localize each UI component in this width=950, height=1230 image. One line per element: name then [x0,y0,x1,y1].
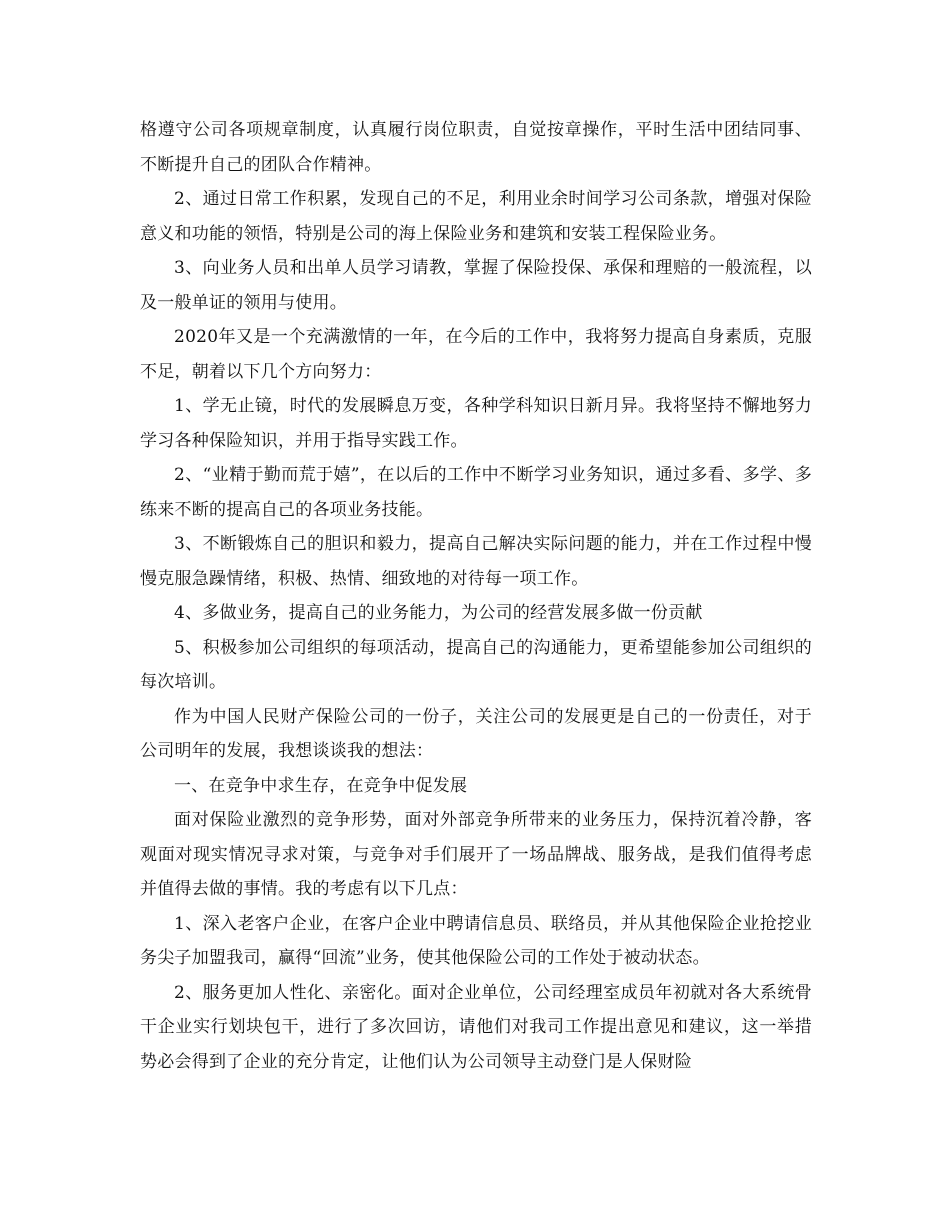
paragraph: 格遵守公司各项规章制度，认真履行岗位职责，自觉按章操作，平时生活中团结同事、不断提升自己的团队合作精神。 [140,120,812,175]
paragraph: 作为中国人民财产保险公司的一份子，关注公司的发展更是自己的一份责任，对于公司明年的发展，我想谈谈我的想法： [140,706,812,761]
paragraph: 2、通过日常工作积累，发现自己的不足，利用业余时间学习公司条款，增强对保险意义和功能的领悟，特别是公司的海上保险业务和建筑和安装工程保险业务。 [140,189,812,244]
paragraph: 2、“业精于勤而荒于嬉”，在以后的工作中不断学习业务知识，通过多看、多学、多练来不断的提高自己的各项业务技能。 [140,465,812,520]
paragraph: 3、向业务人员和出单人员学习请教，掌握了保险投保、承保和理赔的一般流程，以及一般单证的领用与使用。 [140,258,812,313]
paragraph: 4、多做业务，提高自己的业务能力，为公司的经营发展多做一份贡献 [174,603,703,623]
paragraph: 1、深入老客户企业，在客户企业中聘请信息员、联络员，并从其他保险企业抢挖业务尖子加盟我司，赢得“回流”业务，使其他保险公司的工作处于被动状态。 [140,913,812,968]
paragraph: 3、不断锻炼自己的胆识和毅力，提高自己解决实际问题的能力，并在工作过程中慢慢克服急躁情绪，积极、热情、细致地的对待每一项工作。 [140,534,812,589]
paragraph: 5、积极参加公司组织的每项活动，提高自己的沟通能力，更希望能参加公司组织的每次培训。 [140,637,812,692]
paragraph: 2020年又是一个充满激情的一年，在今后的工作中，我将努力提高自身素质，克服不足，朝着以下几个方向努力： [140,327,812,382]
paragraph: 面对保险业激烈的竞争形势，面对外部竞争所带来的业务压力，保持沉着冷静，客观面对现实情况寻求对策，与竞争对手们展开了一场品牌战、服务战，是我们值得考虑并值得去做的事情。我的考虑有以下几点： [140,810,812,899]
document-body [140,113,812,1079]
section-heading: 一、在竞争中求生存，在竞争中促发展 [174,775,468,796]
paragraph: 1、学无止镜，时代的发展瞬息万变，各种学科知识日新月异。我将坚持不懈地努力学习各种保险知识，并用于指导实践工作。 [140,396,812,451]
paragraph: 2、服务更加人性化、亲密化。面对企业单位，公司经理室成员年初就对各大系统骨干企业实行划块包干，进行了多次回访，请他们对我司工作提出意见和建议，这一举措势必会得到了企业的充分肯定，让他们认为公司领导主动登门是人保财险 [140,982,812,1072]
